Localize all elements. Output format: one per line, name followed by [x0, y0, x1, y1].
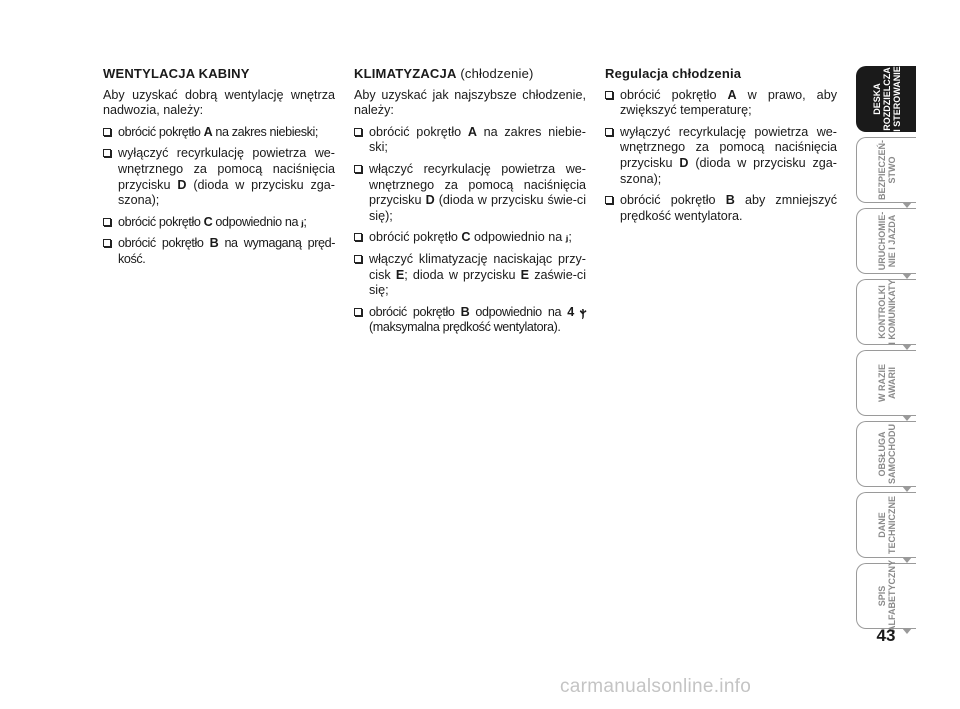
checkbox-bullet-icon [354, 165, 362, 173]
section-heading: KLIMATYZACJA (chłodzenie) [354, 66, 534, 81]
checkbox-bullet-icon [354, 308, 362, 316]
list-item: obrócić pokrętło B na wymaganą pręd-kość. [103, 236, 335, 267]
intro-text: Aby uzyskać dobrą wentylację wnętrza nadwozia, należy: [103, 87, 335, 118]
intro-text: Aby uzyskać jak najszybsze chłodzenie, należy: [354, 87, 586, 118]
list-item: wyłączyć recyrkulację powietrza we-wnętrznego za pomocą naciśnięcia przycisku D (dioda w przycisku zga-szona); [103, 146, 335, 208]
list-item: obrócić pokrętło C odpowiednio na ⱼ; [103, 215, 335, 231]
checkbox-bullet-icon [605, 128, 613, 136]
checkbox-bullet-icon [103, 128, 111, 136]
instruction-list [605, 88, 837, 225]
checkbox-bullet-icon [605, 196, 613, 204]
tab-warning-lights[interactable] [856, 279, 916, 345]
fan-speed-icon: ⲯ [579, 304, 586, 319]
tab-label: BEZPIECZEŃ- STWO [876, 139, 897, 201]
tab-safety[interactable] [856, 137, 916, 203]
tab-maintenance[interactable] [856, 421, 916, 487]
tab-starting-driving[interactable] [856, 208, 916, 274]
checkbox-bullet-icon [354, 255, 362, 263]
tab-label: SPIS ALFABETYCZNY [876, 560, 897, 632]
list-item: obrócić pokrętło B aby zmniejszyć prędkość wentylatora. [605, 193, 837, 224]
checkbox-bullet-icon [103, 239, 111, 247]
page-number: 43 [876, 626, 896, 645]
watermark: carmanualsonline.info [560, 676, 752, 697]
tab-emergency[interactable] [856, 350, 916, 416]
tab-technical-data[interactable] [856, 492, 916, 558]
column-ventilation [103, 66, 335, 274]
list-item: obrócić pokrętło A na zakres niebieski; [103, 125, 335, 141]
checkbox-bullet-icon [103, 218, 111, 226]
tab-label: W RAZIE AWARII [876, 364, 897, 402]
list-item: obrócić pokrętło B odpowiednio na 4 ⲯ (maksymalna prędkość wentylatora). [354, 305, 586, 336]
air-to-face-icon: ⱼ [565, 230, 569, 245]
column-air-conditioning [354, 66, 586, 342]
checkbox-bullet-icon [354, 128, 362, 136]
list-item: włączyć klimatyzację naciskając przy-cisk E; dioda w przycisku E zaświe-ci się; [354, 252, 586, 299]
checkbox-bullet-icon [103, 149, 111, 157]
tab-dashboard-controls[interactable] [856, 66, 916, 132]
tab-label: URUCHOMIE- NIE I JAZDA [876, 211, 897, 271]
list-item: obrócić pokrętło A na zakres niebie-ski; [354, 125, 586, 156]
list-item: włączyć recyrkulację powietrza we-wnętrznego za pomocą naciśnięcia przycisku D (dioda w przycisku świe-ci się); [354, 162, 586, 224]
tab-label: KONTROLKI I KOMUNIKATY [876, 279, 897, 345]
tab-index[interactable] [856, 560, 916, 632]
tab-label: DANE TECHNICZNE [876, 496, 897, 554]
list-item: obrócić pokrętło C odpowiednio na ⱼ; [354, 230, 586, 246]
list-item: wyłączyć recyrkulację powietrza we-wnętrznego za pomocą naciśnięcia przycisku D (dioda w przycisku zga-szona); [605, 125, 837, 187]
instruction-list [103, 125, 335, 268]
checkbox-bullet-icon [605, 91, 613, 99]
checkbox-bullet-icon [354, 233, 362, 241]
section-heading: Regulacja chłodzenia [605, 66, 742, 81]
instruction-list [354, 125, 586, 336]
column-cooling-adjustment [605, 66, 837, 230]
section-heading: WENTYLACJA KABINY [103, 66, 250, 81]
tab-label: OBSŁUGA SAMOCHODU [876, 424, 897, 484]
tab-label: DESKA ROZDZIELCZA I STEROWANIE [871, 66, 902, 132]
list-item: obrócić pokrętło A w prawo, aby zwiększyć temperaturę; [605, 88, 837, 119]
air-to-face-icon: ⱼ [301, 214, 304, 229]
